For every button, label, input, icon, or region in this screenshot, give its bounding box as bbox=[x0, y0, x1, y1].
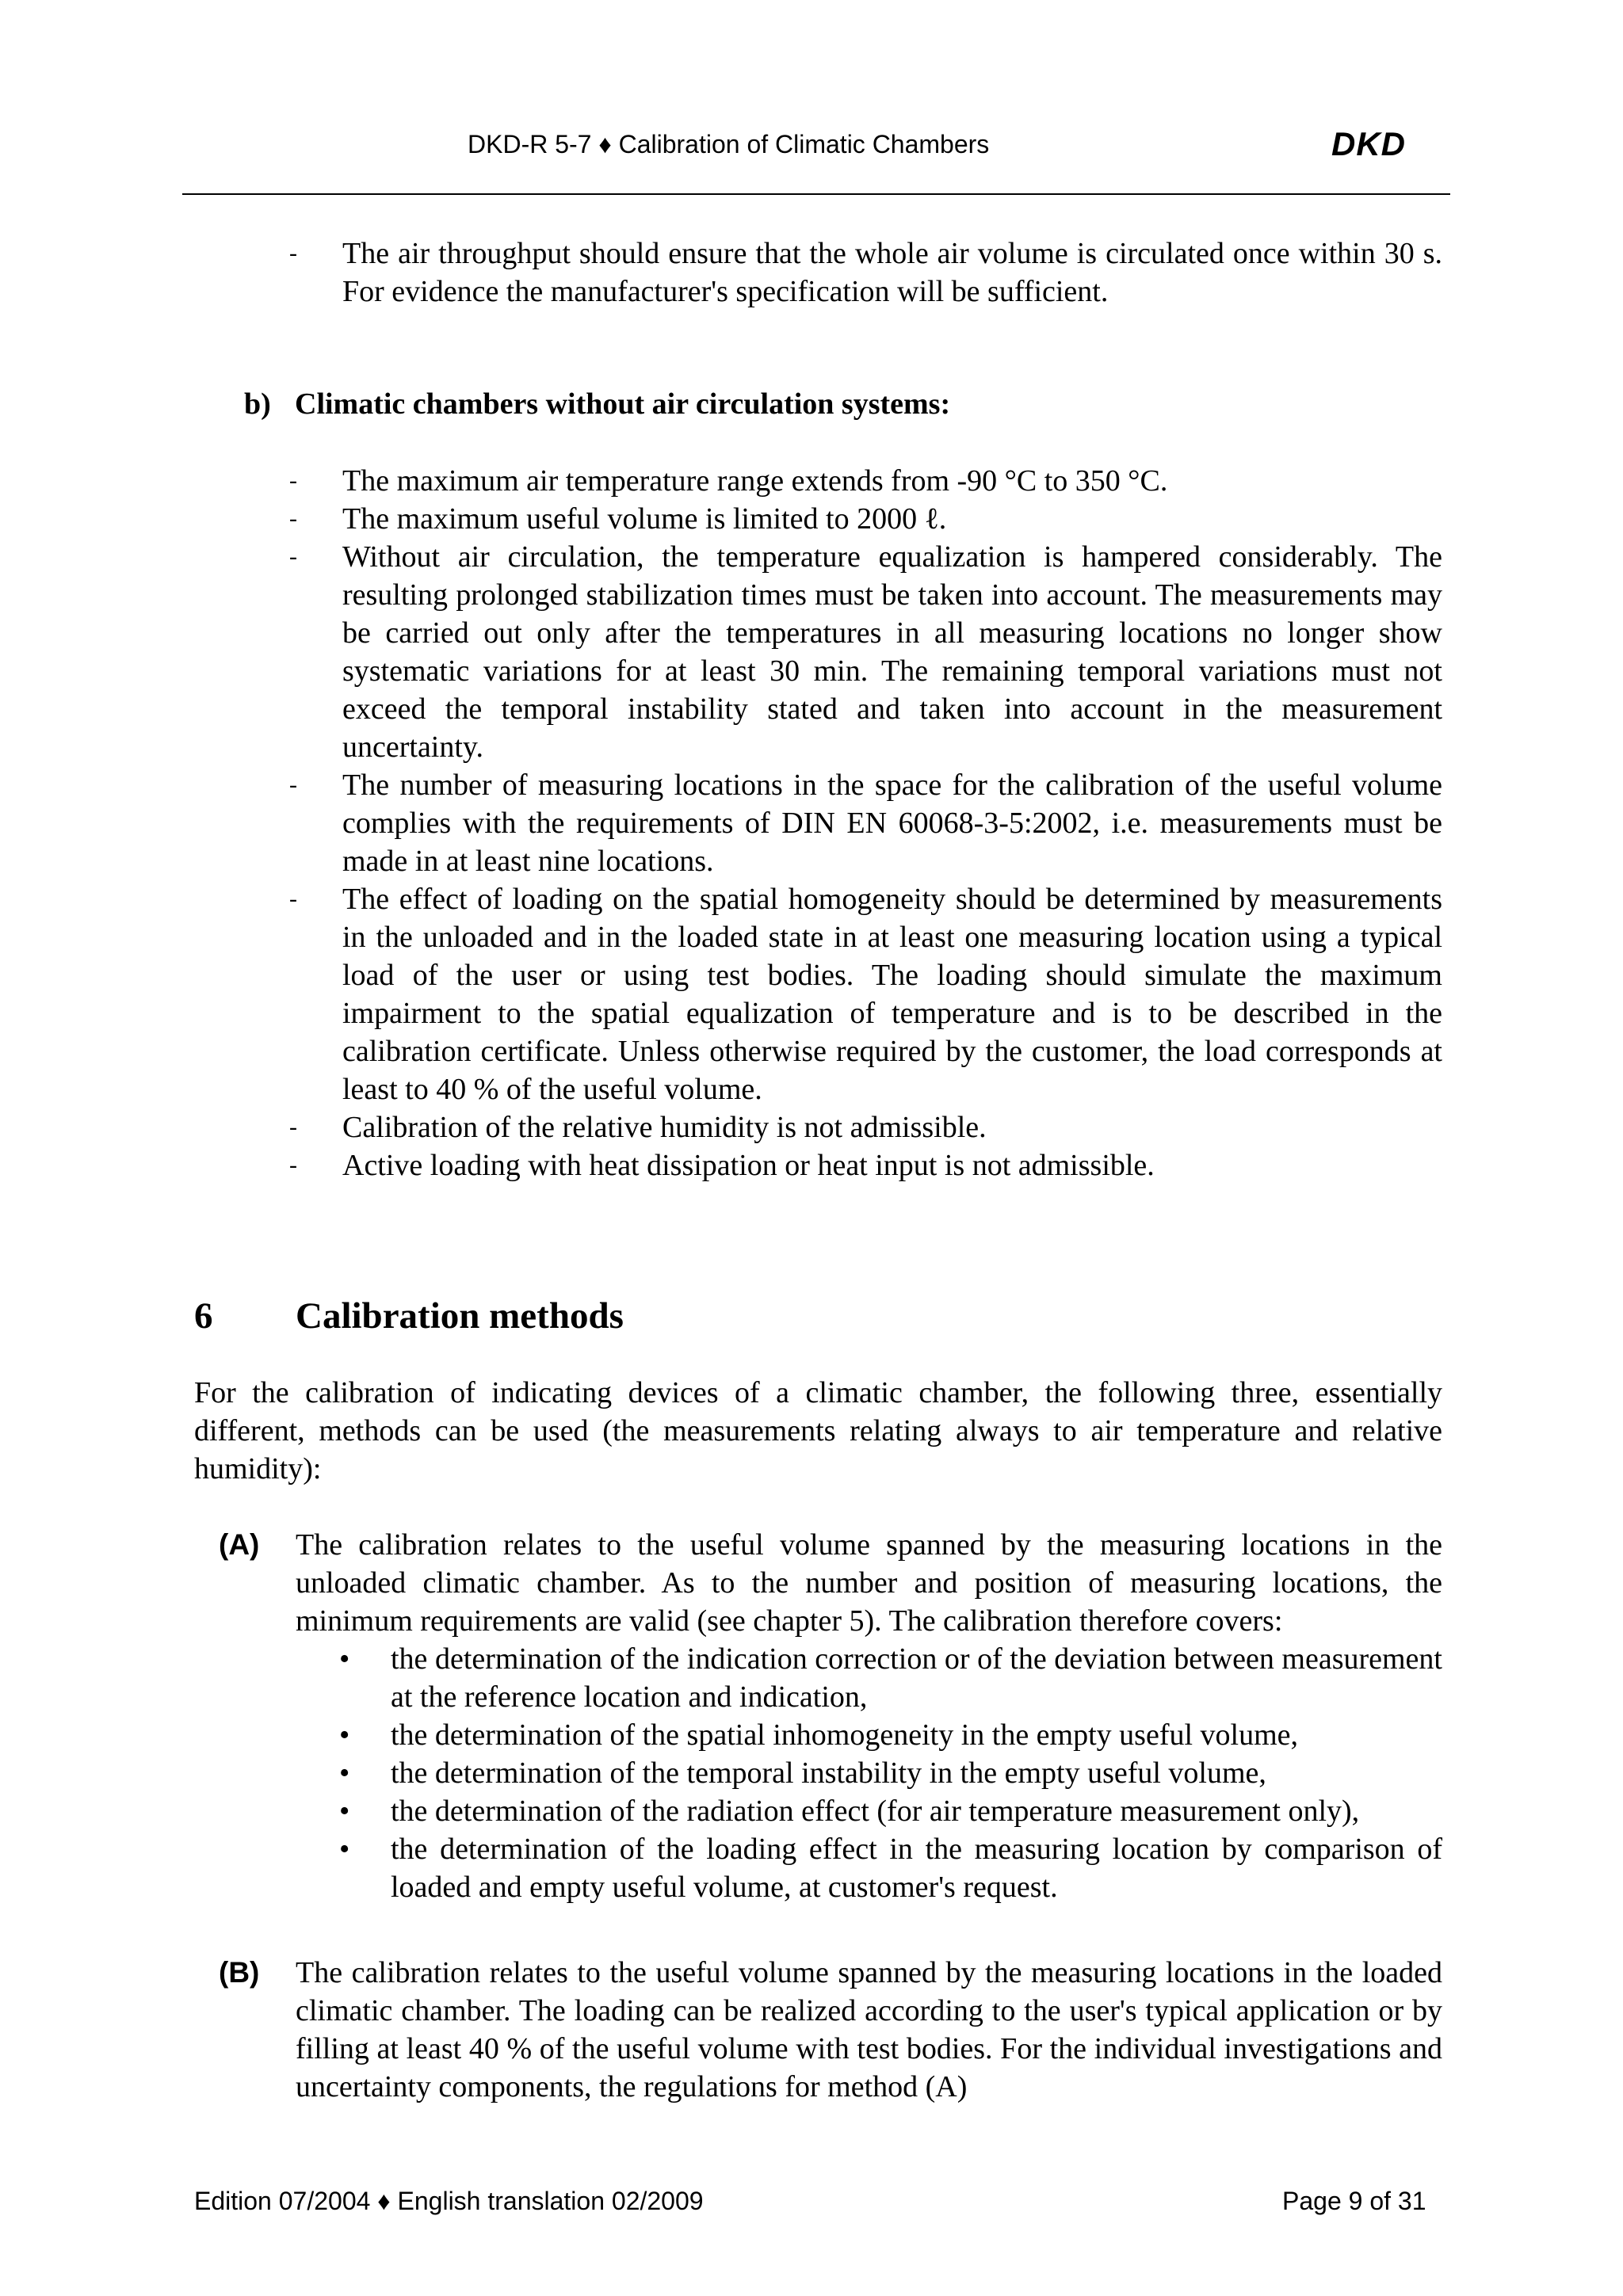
dash-marker: - bbox=[289, 1152, 297, 1178]
list-item-text: The number of measuring locations in the space for the calibration of the useful volume complies with the requirements of DIN EN 60068-3-5:2002, i.e. measurements must be made in at least nine locations. bbox=[342, 769, 1442, 878]
bullet-text: the determination of the loading effect in the measuring location by comparison of loaded and empty useful volume, at customer's request. bbox=[391, 1833, 1442, 1904]
header-divider bbox=[182, 193, 1450, 195]
method-a-label: (A) bbox=[219, 1528, 260, 1561]
subsection-label: b) bbox=[244, 387, 271, 421]
section-number: 6 bbox=[194, 1295, 213, 1337]
list-item bbox=[289, 462, 1442, 500]
method-b-label: (B) bbox=[219, 1956, 260, 1989]
section-title: Calibration methods bbox=[296, 1295, 624, 1337]
dash-marker: - bbox=[289, 1114, 297, 1140]
bullet-item bbox=[296, 1792, 1442, 1830]
bullet-marker: • bbox=[339, 1833, 350, 1866]
bullet-text: the determination of the temporal instability in the empty useful volume, bbox=[391, 1756, 1266, 1790]
list-item-text: The effect of loading on the spatial homogeneity should be determined by measurements in the unloaded and in the loaded state in at least one measuring location using a typical load of the user or using test bodies. The loading should simulate the maximum impairment to the spatial equalization of temperature and is to be described in the calibration certificate. Unless otherwise required by the customer, the load corresponds at least to 40 % of the useful volume. bbox=[342, 883, 1442, 1106]
bullet-marker: • bbox=[339, 1718, 350, 1752]
method-a-bullets bbox=[296, 1640, 1442, 1906]
footer-edition: Edition 07/2004 ♦ English translation 02/2009 bbox=[194, 2187, 704, 2215]
bullet-item bbox=[296, 1716, 1442, 1754]
dash-marker: - bbox=[289, 505, 297, 532]
bullet-marker: • bbox=[339, 1794, 350, 1828]
list-item bbox=[289, 235, 1442, 311]
list-item bbox=[289, 766, 1442, 880]
footer-page-number: Page 9 of 31 bbox=[1282, 2187, 1426, 2215]
bullet-item bbox=[296, 1754, 1442, 1792]
method-b-text: The calibration relates to the useful volume spanned by the measuring locations in the loaded climatic chamber. The loading can be realized according to the user's typical application or by filling at least 40 % of the useful volume with test bodies. For the individual investigations and uncertainty components, the regulations for method (A) bbox=[296, 1956, 1442, 2103]
intro-list bbox=[289, 235, 1442, 311]
bullet-item bbox=[296, 1640, 1442, 1716]
subsection-heading bbox=[244, 387, 950, 421]
list-item bbox=[289, 500, 1442, 538]
dash-marker: - bbox=[289, 240, 297, 266]
bullet-text: the determination of the spatial inhomogeneity in the empty useful volume, bbox=[391, 1718, 1299, 1752]
subsection-b-list bbox=[289, 462, 1442, 1184]
list-item-text: The maximum air temperature range extends from -90 °C to 350 °C. bbox=[342, 464, 1168, 498]
dkd-logo: DKD bbox=[1331, 125, 1406, 162]
method-a bbox=[219, 1526, 1442, 1906]
dash-marker: - bbox=[289, 543, 297, 570]
header-title: DKD-R 5-7 ♦ Calibration of Climatic Chambers bbox=[468, 130, 990, 158]
list-item bbox=[289, 1108, 1442, 1146]
list-item-text: The maximum useful volume is limited to 2000 ℓ. bbox=[342, 502, 947, 536]
bullet-text: the determination of the indication correction or of the deviation between measurement at the reference location and indication, bbox=[391, 1642, 1442, 1714]
method-b bbox=[219, 1954, 1442, 2106]
list-item-text: Calibration of the relative humidity is not admissible. bbox=[342, 1111, 987, 1144]
section-intro-paragraph: For the calibration of indicating devices of a climatic chamber, the following three, essentially different, methods can be used (the measurements relating always to air temperature and relative humidity): bbox=[194, 1376, 1442, 1486]
dash-marker: - bbox=[289, 886, 297, 912]
bullet-marker: • bbox=[339, 1642, 350, 1676]
list-item bbox=[289, 880, 1442, 1108]
list-item-text: The air throughput should ensure that the whole air volume is circulated once within 30 s. For evidence the manufacturer's specification will be sufficient. bbox=[342, 237, 1442, 308]
list-item bbox=[289, 538, 1442, 766]
section-heading bbox=[194, 1295, 624, 1337]
bullet-marker: • bbox=[339, 1756, 350, 1790]
bullet-text: the determination of the radiation effect (for air temperature measurement only), bbox=[391, 1794, 1360, 1828]
method-a-text: The calibration relates to the useful volume spanned by the measuring locations in the unloaded climatic chamber. As to the number and position of measuring locations, the minimum requirements are valid (see chapter 5). The calibration therefore covers: bbox=[296, 1528, 1442, 1638]
dash-marker: - bbox=[289, 772, 297, 798]
bullet-item bbox=[296, 1830, 1442, 1906]
list-item-text: Without air circulation, the temperature equalization is hampered considerably. The resulting prolonged stabilization times must be taken into account. The measurements may be carried out only after the temperatures in all measuring locations no longer show systematic variations for at least 30 min. The remaining temporal variations must not exceed the temporal instability stated and taken into account in the measurement uncertainty. bbox=[342, 540, 1442, 764]
list-item bbox=[289, 1146, 1442, 1184]
subsection-title: Climatic chambers without air circulation systems: bbox=[295, 387, 951, 421]
list-item-text: Active loading with heat dissipation or heat input is not admissible. bbox=[342, 1149, 1155, 1182]
dash-marker: - bbox=[289, 467, 297, 494]
